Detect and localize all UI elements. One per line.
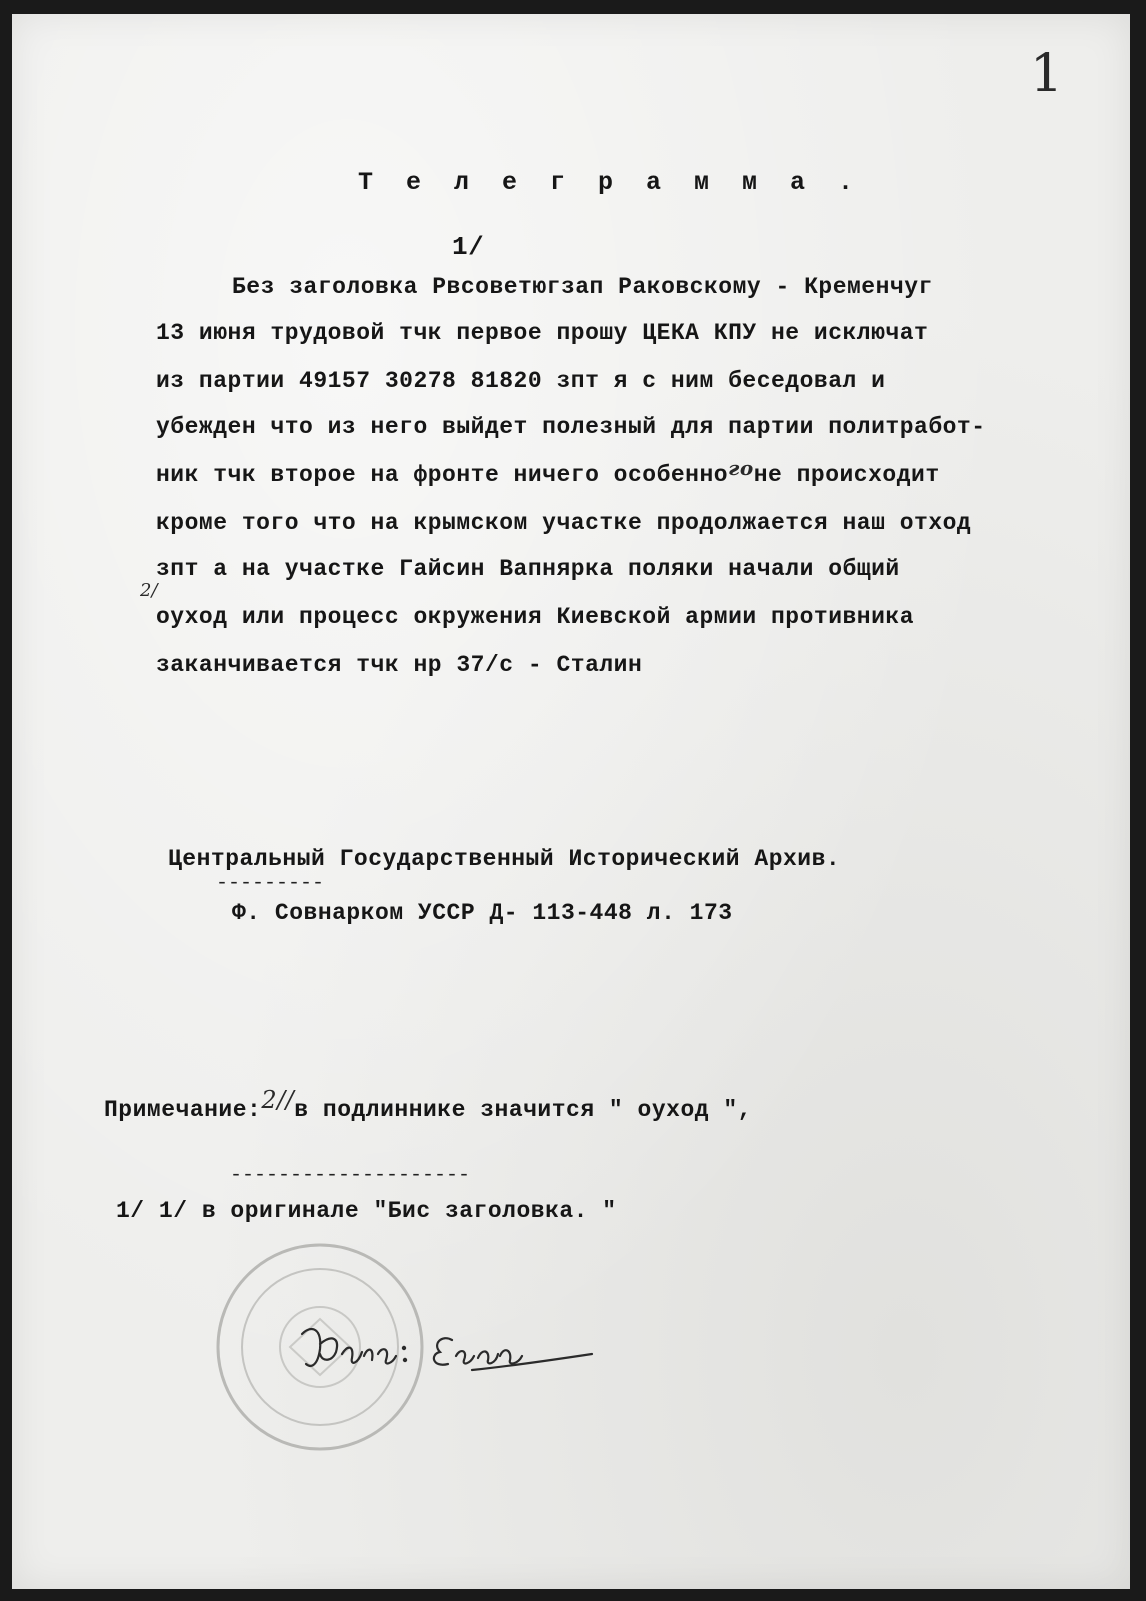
handwritten-signature (292, 1304, 602, 1394)
body-line-1: Без заголовка Рвсоветюгзап Раковскому - Кременчуг (232, 274, 933, 300)
body-line-9: заканчивается тчк нр 37/с - Сталин (156, 652, 643, 678)
note-1: 1/ 1/ в оригинале "Бис заголовка. " (116, 1198, 617, 1224)
document-page (12, 14, 1130, 1589)
note-2-text: в подлиннике значится " оуход ", (294, 1097, 752, 1123)
footnote-marker: 1/ (452, 232, 485, 262)
handwritten-insert: го (728, 456, 754, 480)
archive-reference: Ф. Совнарком УССР Д- 113-448 л. 173 (232, 900, 733, 926)
archive-underline: --------- (216, 872, 325, 895)
body-line-4: убежден что из него выйдет полезный для партии политработ- (156, 414, 986, 440)
note-hand-mark: 2// (261, 1086, 295, 1114)
margin-mark: 2/ (140, 580, 158, 601)
note-label-text: Примечание: (104, 1097, 262, 1123)
body-line-5-rest: не происходит (753, 462, 940, 488)
body-line-8: оуход или процесс окружения Киевской армии противника (156, 604, 915, 630)
body-line-3: из партии 49157 30278 81820 зпт я с ним беседовал и (156, 368, 886, 394)
body-line-7: зпт а на участке Гайсин Вапнярка поляки начали общий (156, 556, 900, 582)
notes-separator: -------------------- (230, 1164, 471, 1187)
archive-name: Центральный Государственный Исторический Архив. (168, 846, 841, 872)
body-line-2: 13 июня трудовой тчк первое прошу ЦЕКА КПУ не исключат (156, 320, 929, 346)
page-number: 1 (1030, 44, 1064, 104)
body-line-5 (156, 456, 940, 488)
document-title: Т е л е г р а м м а . (358, 168, 863, 197)
body-line-5-text: ник тчк второе на фронте ничего особенно (156, 462, 729, 488)
body-line-6: кроме того что на крымском участке продолжается наш отход (156, 510, 972, 536)
note-label (104, 1086, 752, 1123)
